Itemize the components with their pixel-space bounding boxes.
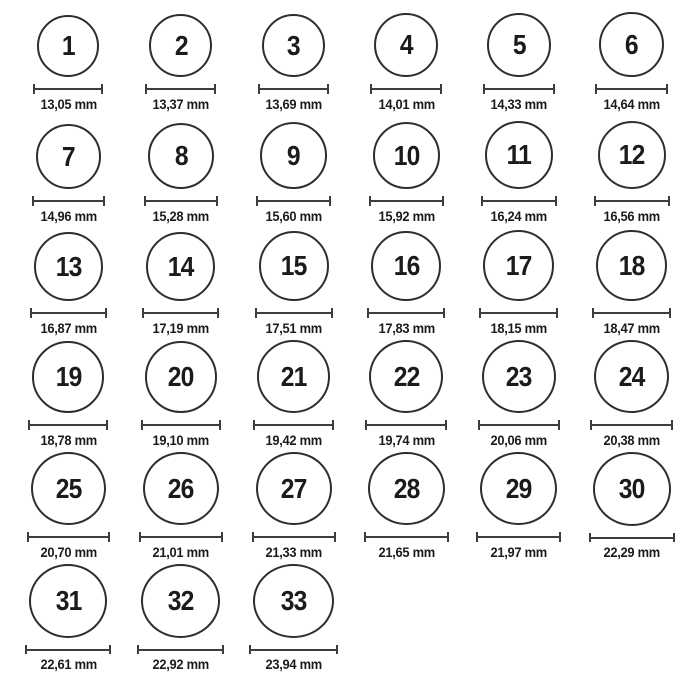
- ring-size-number: 29: [506, 472, 532, 504]
- ring-size-number: 1: [61, 30, 75, 61]
- dimension-line-icon: [25, 645, 111, 654]
- ring-circle-icon: [141, 564, 220, 638]
- diameter-label: 18,78 mm: [40, 432, 97, 448]
- dimension-line-icon: [258, 84, 329, 94]
- dimension-line-icon: [592, 308, 671, 318]
- ring-circle-icon: [253, 564, 334, 638]
- ring-size-number: 16: [393, 250, 420, 281]
- dimension-line-icon: [30, 308, 107, 318]
- ring-circle-icon: [148, 123, 214, 189]
- dimension-line-icon: [249, 645, 338, 654]
- ring-circle-icon: [259, 231, 329, 301]
- diameter-label: 21,33 mm: [265, 544, 322, 560]
- ring-circle-icon: [599, 12, 664, 77]
- diameter-label: 21,01 mm: [152, 544, 210, 560]
- ring-size-item: [350, 228, 463, 340]
- diameter-label: 23,94 mm: [265, 656, 322, 672]
- ring-circle-icon: [373, 122, 440, 189]
- ring-size-number: 23: [506, 360, 532, 392]
- diameter-label: 16,24 mm: [490, 208, 548, 224]
- dimension-line-icon: [28, 420, 108, 430]
- ring-circle-icon: [34, 232, 103, 301]
- ring-size-item: [237, 340, 350, 452]
- ring-size-item: [125, 4, 238, 116]
- ring-circle-icon: [145, 341, 217, 413]
- ring-circle-icon: [31, 452, 106, 525]
- diameter-label: 18,15 mm: [490, 320, 548, 336]
- dimension-line-icon: [479, 308, 558, 318]
- ring-size-item: [237, 228, 350, 340]
- ring-size-number: 32: [168, 584, 194, 616]
- ring-size-item: [575, 4, 688, 116]
- diameter-label: 22,29 mm: [603, 544, 660, 560]
- ring-size-item: [125, 116, 238, 228]
- diameter-label: 13,69 mm: [265, 96, 322, 112]
- diameter-label: 14,33 mm: [490, 96, 548, 112]
- dimension-line-icon: [27, 532, 110, 542]
- ring-size-number: 21: [280, 360, 307, 392]
- dimension-line-icon: [145, 84, 216, 94]
- ring-circle-icon: [482, 340, 556, 413]
- ring-circle-icon: [29, 564, 107, 638]
- ring-size-number: 22: [393, 360, 420, 392]
- ring-size-item: [12, 228, 125, 340]
- ring-circle-icon: [257, 340, 330, 413]
- ring-size-item: [350, 116, 463, 228]
- ring-size-number: 7: [61, 140, 75, 172]
- ring-circle-icon: [262, 14, 325, 77]
- ring-size-number: 27: [280, 472, 307, 504]
- diameter-label: 21,97 mm: [490, 544, 548, 560]
- ring-size-number: 31: [55, 584, 82, 616]
- ring-size-item: [125, 564, 238, 676]
- dimension-line-icon: [476, 532, 561, 542]
- ring-size-item: [350, 340, 463, 452]
- diameter-label: 17,83 mm: [378, 320, 435, 336]
- ring-circle-icon: [260, 122, 327, 189]
- dimension-line-icon: [594, 196, 670, 206]
- dimension-line-icon: [137, 645, 224, 654]
- ring-size-number: 17: [506, 249, 532, 281]
- diameter-label: 17,19 mm: [152, 320, 210, 336]
- ring-size-number: 15: [280, 250, 307, 281]
- ring-circle-icon: [368, 452, 445, 525]
- ring-size-item: [350, 4, 463, 116]
- ring-size-number: 4: [399, 29, 413, 60]
- ring-size-number: 2: [174, 29, 188, 61]
- ring-size-number: 10: [393, 139, 420, 171]
- ring-size-item: [12, 564, 125, 676]
- ring-size-number: 3: [287, 29, 301, 61]
- ring-size-number: 28: [393, 472, 420, 504]
- diameter-label: 17,51 mm: [265, 320, 322, 336]
- diameter-label: 19,10 mm: [152, 432, 210, 448]
- ring-size-number: 5: [512, 29, 526, 60]
- diameter-label: 19,74 mm: [378, 432, 435, 448]
- dimension-line-icon: [139, 532, 223, 542]
- ring-size-item: [125, 228, 238, 340]
- dimension-line-icon: [595, 84, 668, 94]
- ring-size-number: 18: [618, 249, 645, 281]
- diameter-label: 22,61 mm: [40, 656, 97, 672]
- ring-circle-icon: [36, 124, 101, 189]
- ring-circle-icon: [487, 13, 551, 77]
- ring-size-number: 8: [174, 140, 188, 171]
- ring-size-number: 30: [618, 472, 645, 504]
- dimension-line-icon: [483, 84, 555, 94]
- dimension-line-icon: [141, 420, 221, 430]
- ring-size-item: [575, 228, 688, 340]
- dimension-line-icon: [370, 84, 442, 94]
- ring-size-item: [237, 452, 350, 564]
- diameter-label: 21,65 mm: [378, 544, 435, 560]
- ring-size-item: [575, 452, 688, 564]
- ring-size-number: 19: [55, 361, 82, 392]
- ring-size-number: 9: [287, 139, 301, 171]
- diameter-label: 15,60 mm: [265, 208, 322, 224]
- diameter-label: 13,05 mm: [40, 96, 97, 112]
- ring-size-number: 20: [168, 361, 194, 392]
- ring-size-number: 24: [618, 360, 645, 392]
- ring-circle-icon: [143, 452, 219, 525]
- ring-circle-icon: [594, 340, 669, 413]
- ring-size-item: [12, 452, 125, 564]
- dimension-line-icon: [590, 420, 673, 430]
- dimension-line-icon: [367, 308, 445, 318]
- ring-circle-icon: [32, 341, 104, 413]
- ring-size-item: [350, 452, 463, 564]
- dimension-line-icon: [481, 196, 557, 206]
- ring-size-item: [237, 564, 350, 676]
- diameter-label: 14,96 mm: [40, 208, 97, 224]
- ring-circle-icon: [596, 230, 667, 301]
- dimension-line-icon: [478, 420, 560, 430]
- ring-circle-icon: [369, 340, 443, 413]
- ring-circle-icon: [146, 232, 215, 301]
- ring-size-number: 25: [55, 472, 82, 504]
- dimension-line-icon: [364, 532, 449, 542]
- dimension-line-icon: [253, 420, 334, 430]
- dimension-line-icon: [144, 196, 218, 206]
- ring-size-number: 11: [506, 139, 532, 170]
- dimension-line-icon: [255, 308, 333, 318]
- ring-circle-icon: [483, 230, 554, 301]
- dimension-line-icon: [142, 308, 219, 318]
- dimension-line-icon: [589, 533, 675, 542]
- ring-circle-icon: [374, 13, 438, 77]
- dimension-line-icon: [365, 420, 447, 430]
- diameter-label: 16,87 mm: [40, 320, 97, 336]
- diameter-label: 20,06 mm: [490, 432, 548, 448]
- ring-size-item: [575, 340, 688, 452]
- dimension-line-icon: [33, 84, 103, 94]
- ring-size-item: [12, 4, 125, 116]
- diameter-label: 18,47 mm: [603, 320, 660, 336]
- diameter-label: 15,92 mm: [378, 208, 435, 224]
- ring-size-item: [463, 340, 576, 452]
- ring-size-item: [237, 4, 350, 116]
- dimension-line-icon: [256, 196, 331, 206]
- diameter-label: 20,70 mm: [40, 544, 97, 560]
- ring-size-number: 14: [168, 250, 194, 282]
- ring-size-item: [463, 4, 576, 116]
- dimension-line-icon: [32, 196, 105, 206]
- ring-circle-icon: [256, 452, 332, 525]
- diameter-label: 16,56 mm: [603, 208, 660, 224]
- ring-size-number: 26: [168, 472, 194, 504]
- ring-circle-icon: [480, 452, 557, 525]
- ring-size-item: [463, 228, 576, 340]
- ring-size-item: [575, 116, 688, 228]
- diameter-label: 20,38 mm: [603, 432, 660, 448]
- ring-size-item: [12, 116, 125, 228]
- diameter-label: 19,42 mm: [265, 432, 322, 448]
- ring-circle-icon: [485, 121, 553, 189]
- ring-size-item: [463, 116, 576, 228]
- diameter-label: 13,37 mm: [152, 96, 210, 112]
- ring-size-item: [125, 452, 238, 564]
- diameter-label: 14,01 mm: [378, 96, 435, 112]
- ring-circle-icon: [371, 231, 441, 301]
- ring-size-number: 6: [625, 28, 639, 60]
- diameter-label: 15,28 mm: [152, 208, 210, 224]
- ring-circle-icon: [149, 14, 212, 77]
- ring-size-item: [12, 340, 125, 452]
- ring-size-number: 33: [280, 584, 307, 616]
- ring-circle-icon: [37, 15, 99, 77]
- dimension-line-icon: [369, 196, 444, 206]
- diameter-label: 22,92 mm: [152, 656, 210, 672]
- dimension-line-icon: [252, 532, 336, 542]
- diameter-label: 14,64 mm: [603, 96, 660, 112]
- ring-size-item: [237, 116, 350, 228]
- ring-circle-icon: [593, 452, 671, 526]
- ring-size-number: 13: [55, 250, 82, 282]
- ring-size-number: 12: [618, 139, 645, 170]
- ring-size-item: [463, 452, 576, 564]
- ring-size-item: [125, 340, 238, 452]
- ring-circle-icon: [598, 121, 666, 189]
